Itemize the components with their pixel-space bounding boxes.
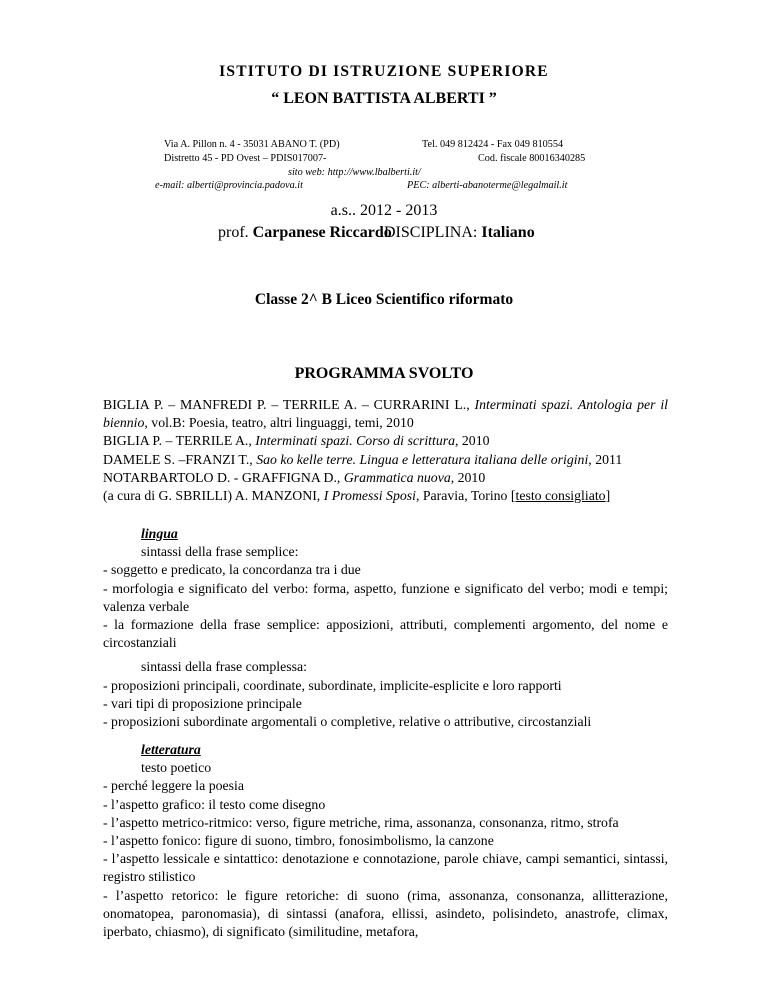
list-item: - morfologia e significato del verbo: forma, aspetto, funzione e significato del verbo; modi e tempi; valenza verbale: [103, 580, 668, 614]
list-item: - vari tipi di proposizione principale: [103, 695, 302, 711]
school-district: Distretto 45 - PD Ovest – PDIS017007-: [164, 153, 327, 164]
bibliography-entry: BIGLIA P. – MANFREDI P. – TERRILE A. – CURRARINI L., Interminati spazi. Antologia per il biennio, vol.B: Poesia, teatro, altri linguaggi, temi, 2010: [103, 397, 668, 431]
subsection-title: testo poetico: [141, 760, 212, 776]
teacher-prefix: prof.: [218, 224, 249, 241]
bibliography: [103, 396, 668, 505]
teacher-name: Carpanese Riccardo: [252, 224, 392, 241]
section-heading-lingua: lingua: [141, 526, 178, 541]
list-item: - l’aspetto lessicale e sintattico: denotazione e connotazione, parole chiave, campi semantici, sintassi, registro stilistico: [103, 851, 668, 885]
program-title: PROGRAMMA SVOLTO: [294, 365, 474, 382]
subsection-title: sintassi della frase complessa:: [141, 659, 307, 675]
recommended-text-note: testo consigliato: [515, 488, 606, 504]
teacher: [218, 224, 392, 242]
subsection-title: sintassi della frase semplice:: [141, 544, 299, 560]
school-pec: PEC: alberti-abanoterme@legalmail.it: [407, 180, 568, 191]
discipline-name: Italiano: [481, 224, 535, 241]
list-item: - l’aspetto retorico: le figure retoriche: di suono (rima, assonanza, consonanza, allitterazione, onomatopea, paronomasia), di sintassi (anafora, ellissi, asindeto, polisindeto, anastrofe, climax, iperbato, chiasmo), di significato (similitudine, metafora,: [103, 887, 668, 940]
list-item: - la formazione della frase semplice: apposizioni, attributi, complementi argomento, del nome e circostanziali: [103, 617, 668, 651]
list-item: - proposizioni subordinate argomentali o completive, relative o attributive, circostanziali: [103, 714, 592, 730]
bibliography-entry: DAMELE S. –FRANZI T., Sao ko kelle terre. Lingua e letteratura italiana delle origini, 2011: [103, 451, 623, 467]
school-subtitle: “ LEON BATTISTA ALBERTI ”: [271, 90, 497, 107]
discipline: [384, 224, 535, 242]
section-lingua: [103, 525, 668, 731]
school-year: a.s.. 2012 - 2013: [330, 202, 438, 219]
bibliography-entry: NOTARBARTOLO D. - GRAFFIGNA D., Grammatica nuova, 2010: [103, 469, 486, 485]
school-phone: Tel. 049 812424 - Fax 049 810554: [422, 139, 564, 150]
list-item: - l’aspetto metrico-ritmico: verso, figure metriche, rima, assonanza, consonanza, ritmo, strofa: [103, 814, 619, 830]
school-address: Via A. Pillon n. 4 - 35031 ABANO T. (PD): [164, 139, 340, 150]
list-item: - perché leggere la poesia: [103, 778, 244, 794]
list-item: - soggetto e predicato, la concordanza tra i due: [103, 562, 361, 578]
school-fiscal-code: Cod. fiscale 80016340285: [478, 153, 586, 164]
school-website: sito web: http://www.lbalberti.it/: [288, 167, 421, 178]
class-title: Classe 2^ B Liceo Scientifico riformato: [254, 291, 514, 308]
discipline-prefix: DISCIPLINA:: [384, 224, 478, 241]
section-heading-letteratura: letteratura: [141, 742, 201, 757]
list-item: - l’aspetto fonico: figure di suono, timbro, fonosimbolismo, la canzone: [103, 833, 494, 849]
list-item: - l’aspetto grafico: il testo come disegno: [103, 796, 326, 812]
school-name: ISTITUTO DI ISTRUZIONE SUPERIORE: [219, 63, 549, 80]
bibliography-entry: (a cura di G. SBRILLI) A. MANZONI, I Promessi Sposi, Paravia, Torino [testo consigliato]: [103, 488, 611, 504]
list-item: - proposizioni principali, coordinate, subordinate, implicite-esplicite e loro rapporti: [103, 677, 562, 693]
section-letteratura: [103, 741, 668, 941]
school-email: e-mail: alberti@provincia.padova.it: [155, 180, 303, 191]
bibliography-entry: BIGLIA P. – TERRILE A., Interminati spazi. Corso di scrittura, 2010: [103, 433, 490, 449]
